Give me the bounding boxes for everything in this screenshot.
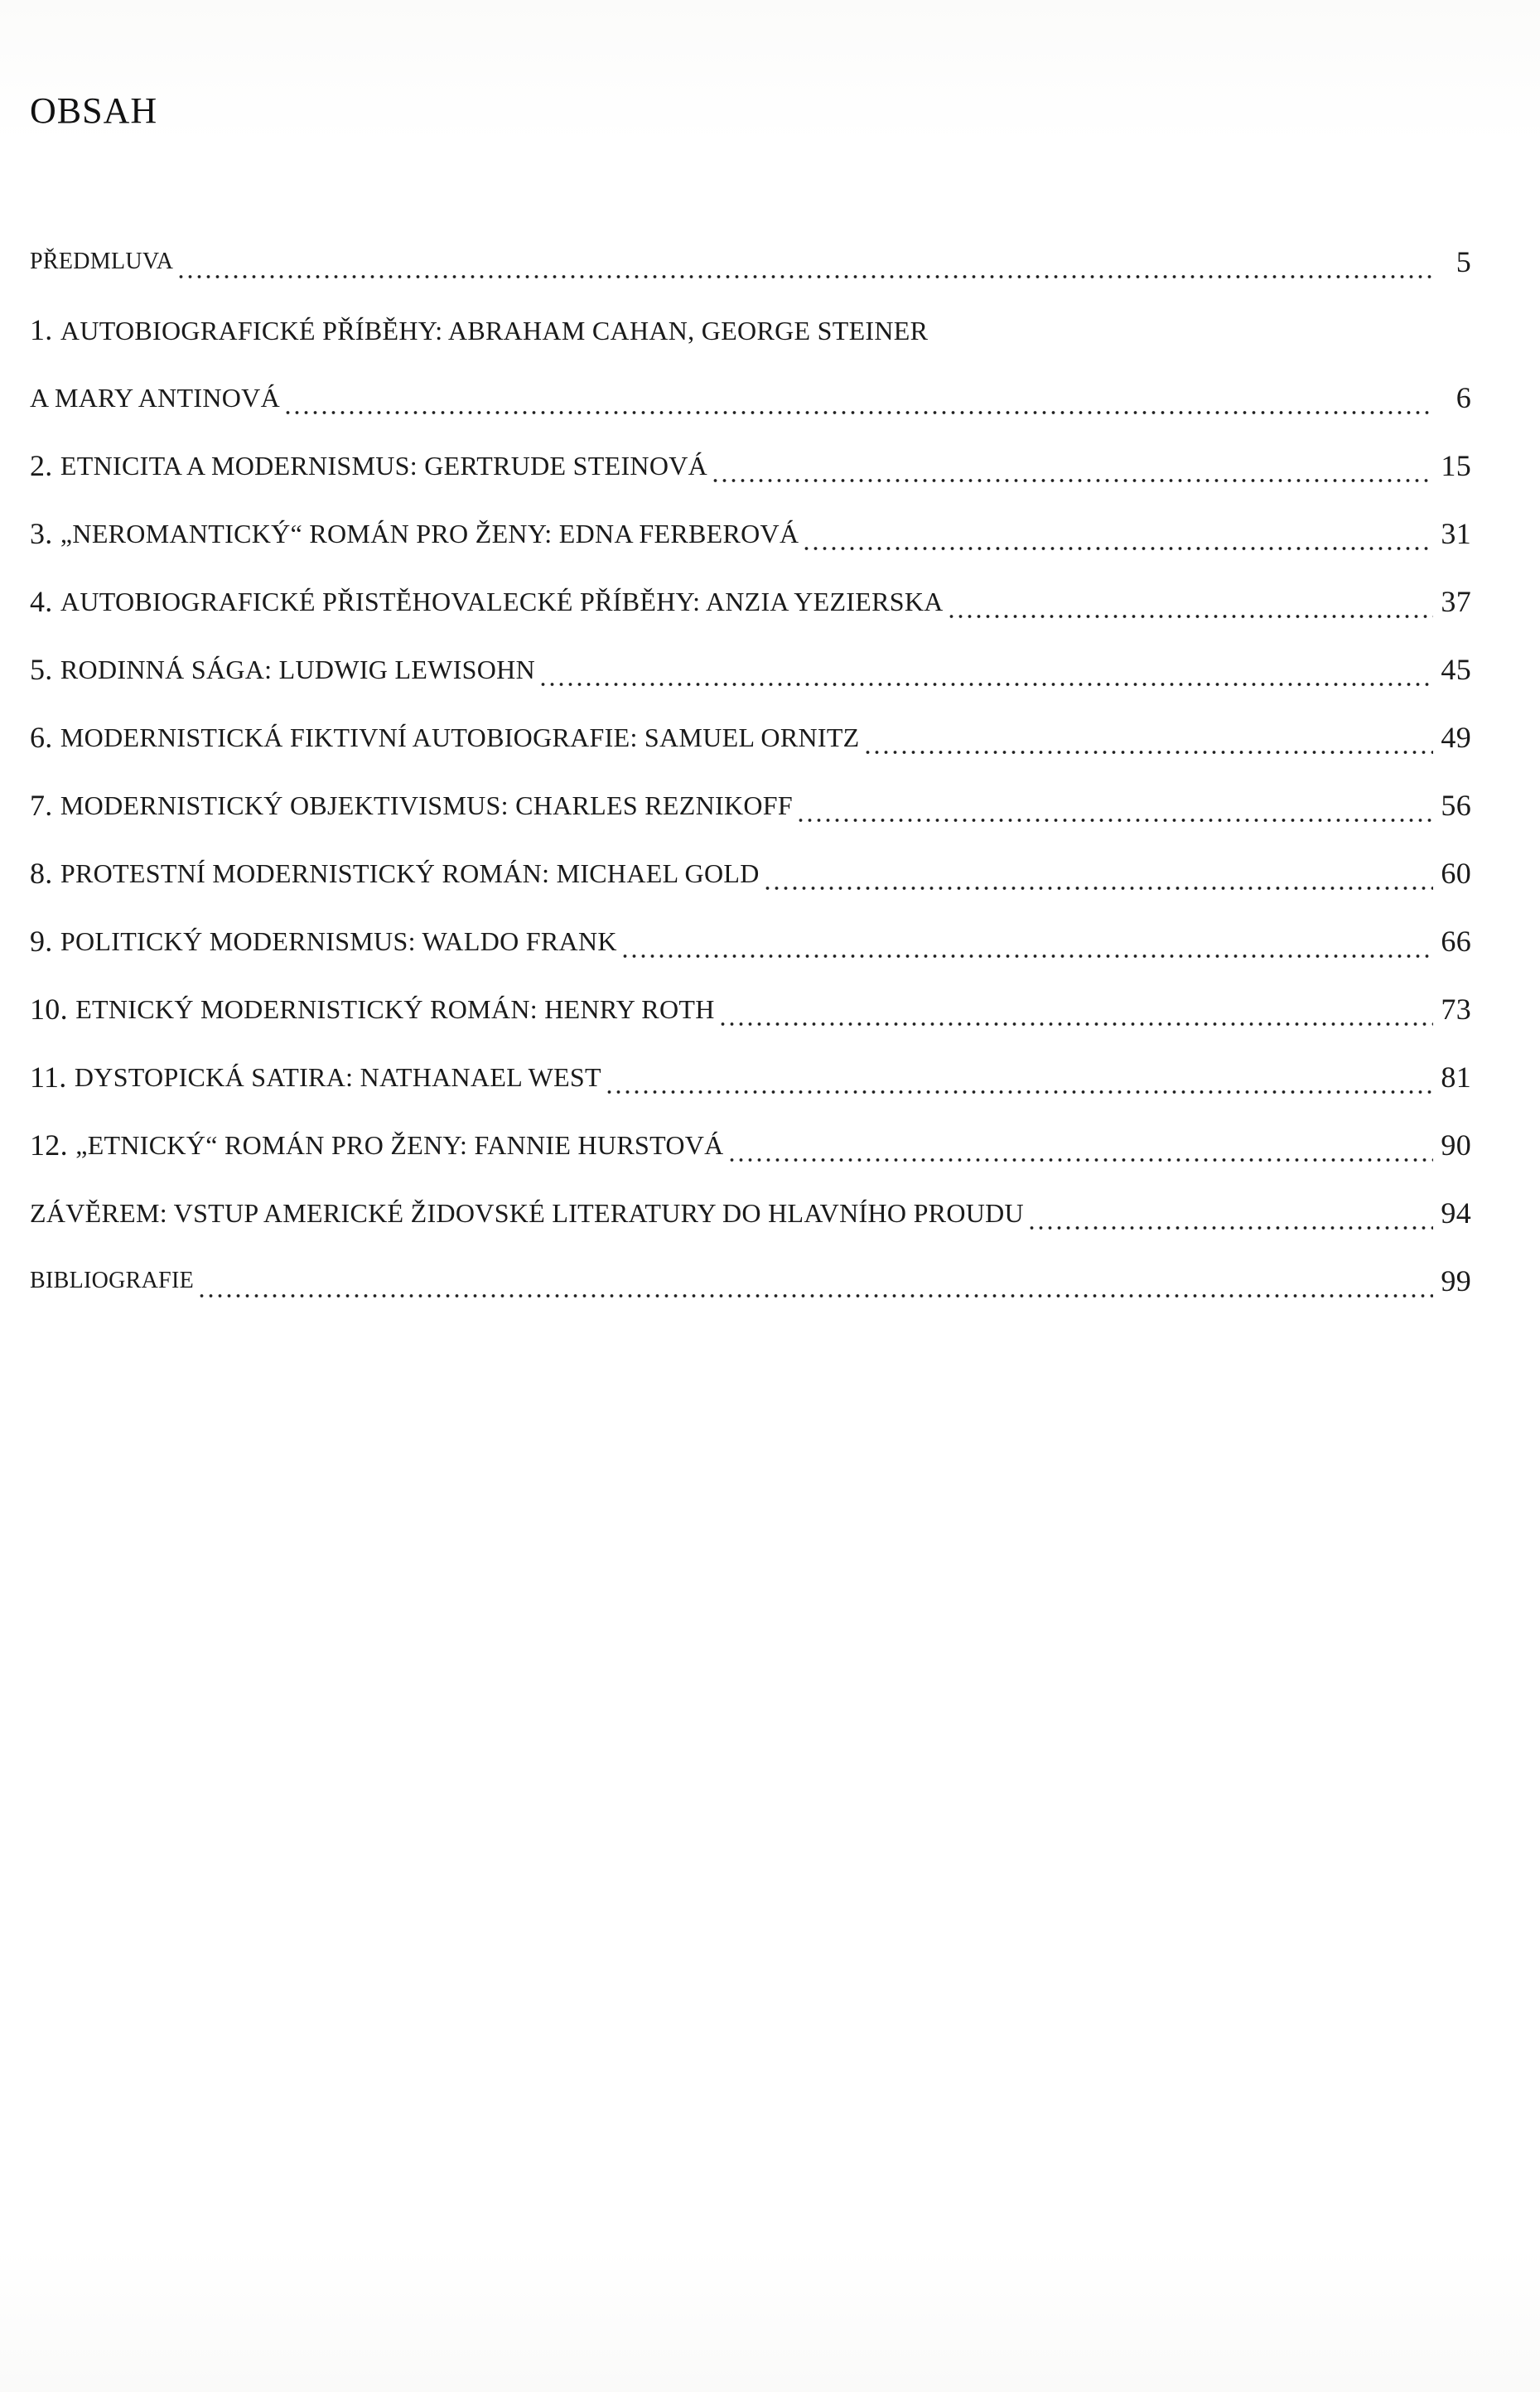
entry-title: BIBLIOGRAFIE [30, 1268, 195, 1293]
dot-leader [947, 577, 1433, 626]
entry-title: MODERNISTICKÝ OBJEKTIVISMUS: CHARLES REZNIKOFF [60, 790, 793, 820]
entry-page-number: 73 [1441, 993, 1471, 1026]
entry-title: PŘEDMLUVA [30, 249, 174, 274]
entry-number: 11. [30, 1061, 75, 1094]
toc-entry-12 [30, 1120, 1471, 1188]
dot-leader [538, 645, 1433, 694]
dot-leader [727, 1120, 1433, 1170]
dot-leader [283, 373, 1433, 423]
entry-page-number: 56 [1441, 789, 1471, 822]
entry-title: ZÁVĚREM: VSTUP AMERICKÉ ŽIDOVSKÉ LITERATURY DO HLAVNÍHO PROUDU [30, 1198, 1024, 1228]
entry-number: 3. [30, 517, 60, 550]
entry-number: 8. [30, 857, 60, 890]
entry-page-number: 6 [1456, 381, 1471, 414]
entry-title: MODERNISTICKÁ FIKTIVNÍ AUTOBIOGRAFIE: SAMUEL ORNITZ [60, 722, 860, 752]
dot-leader [197, 1256, 1433, 1306]
entry-page-number: 94 [1441, 1196, 1471, 1230]
toc-entry-8 [30, 848, 1471, 916]
dot-leader [718, 984, 1433, 1034]
entry-page-number: 99 [1441, 1264, 1471, 1297]
entry-page-number: 66 [1441, 925, 1471, 958]
toc-entry-1 [30, 305, 1471, 441]
dot-leader [802, 509, 1433, 558]
toc-entry-5 [30, 645, 1471, 713]
entry-number: 10. [30, 993, 76, 1026]
entry-page-number: 60 [1441, 857, 1471, 890]
entry-number: 12. [30, 1128, 76, 1162]
entry-title: ETNICKÝ MODERNISTICKÝ ROMÁN: HENRY ROTH [75, 994, 715, 1024]
entry-title: „ETNICKÝ“ ROMÁN PRO ŽENY: FANNIE HURSTOVÁ [75, 1130, 724, 1160]
entry-title-line-1: AUTOBIOGRAFICKÉ PŘÍBĚHY: ABRAHAM CAHAN, GEORGE STEINER [60, 316, 929, 346]
entry-page-number: 37 [1441, 585, 1471, 618]
dot-leader [176, 237, 1433, 287]
entry-number: 5. [30, 653, 60, 686]
toc-entry-10 [30, 984, 1471, 1052]
entry-title: „NEROMANTICKÝ“ ROMÁN PRO ŽENY: EDNA FERBEROVÁ [60, 519, 799, 548]
entry-title: RODINNÁ SÁGA: LUDWIG LEWISOHN [60, 655, 535, 684]
entry-page-number: 45 [1441, 653, 1471, 686]
entry-number: 9. [30, 925, 60, 958]
entry-number: 4. [30, 585, 60, 618]
entry-title: AUTOBIOGRAFICKÉ PŘISTĚHOVALECKÉ PŘÍBĚHY: ANZIA YEZIERSKA [60, 587, 944, 616]
toc-entry-predmluva [30, 237, 1471, 305]
entry-number: 2. [30, 449, 60, 482]
dot-leader [796, 780, 1433, 830]
entry-page-number: 5 [1456, 245, 1471, 278]
toc-entry-11 [30, 1052, 1471, 1120]
dot-leader [711, 441, 1433, 490]
entry-title-line-2: A MARY ANTINOVÁ [30, 383, 280, 413]
dot-leader [763, 848, 1433, 898]
entry-page-number: 81 [1441, 1061, 1471, 1094]
toc-entry-6 [30, 713, 1471, 780]
page-title: OBSAH [30, 90, 158, 131]
table-of-contents [30, 237, 1471, 1324]
toc-entry-bibliografie [30, 1256, 1471, 1324]
dot-leader [605, 1052, 1433, 1102]
entry-number: 6. [30, 721, 60, 754]
entry-page-number: 15 [1441, 449, 1471, 482]
entry-title: ETNICITA A MODERNISMUS: GERTRUDE STEINOVÁ [60, 451, 708, 481]
entry-number: 1. [30, 313, 60, 346]
toc-entry-zaverem [30, 1188, 1471, 1256]
toc-entry-9 [30, 916, 1471, 984]
toc-entry-4 [30, 577, 1471, 645]
toc-entry-2 [30, 441, 1471, 509]
entry-page-number: 31 [1441, 517, 1471, 550]
entry-title: POLITICKÝ MODERNISMUS: WALDO FRANK [60, 926, 617, 956]
dot-leader [620, 916, 1433, 966]
toc-entry-3 [30, 509, 1471, 577]
entry-title: DYSTOPICKÁ SATIRA: NATHANAEL WEST [74, 1062, 601, 1092]
toc-entry-7 [30, 780, 1471, 848]
entry-page-number: 90 [1441, 1128, 1471, 1162]
dot-leader [863, 713, 1433, 762]
entry-number: 7. [30, 789, 60, 822]
entry-page-number: 49 [1441, 721, 1471, 754]
entry-title: PROTESTNÍ MODERNISTICKÝ ROMÁN: MICHAEL GOLD [60, 858, 760, 888]
dot-leader [1027, 1188, 1433, 1238]
